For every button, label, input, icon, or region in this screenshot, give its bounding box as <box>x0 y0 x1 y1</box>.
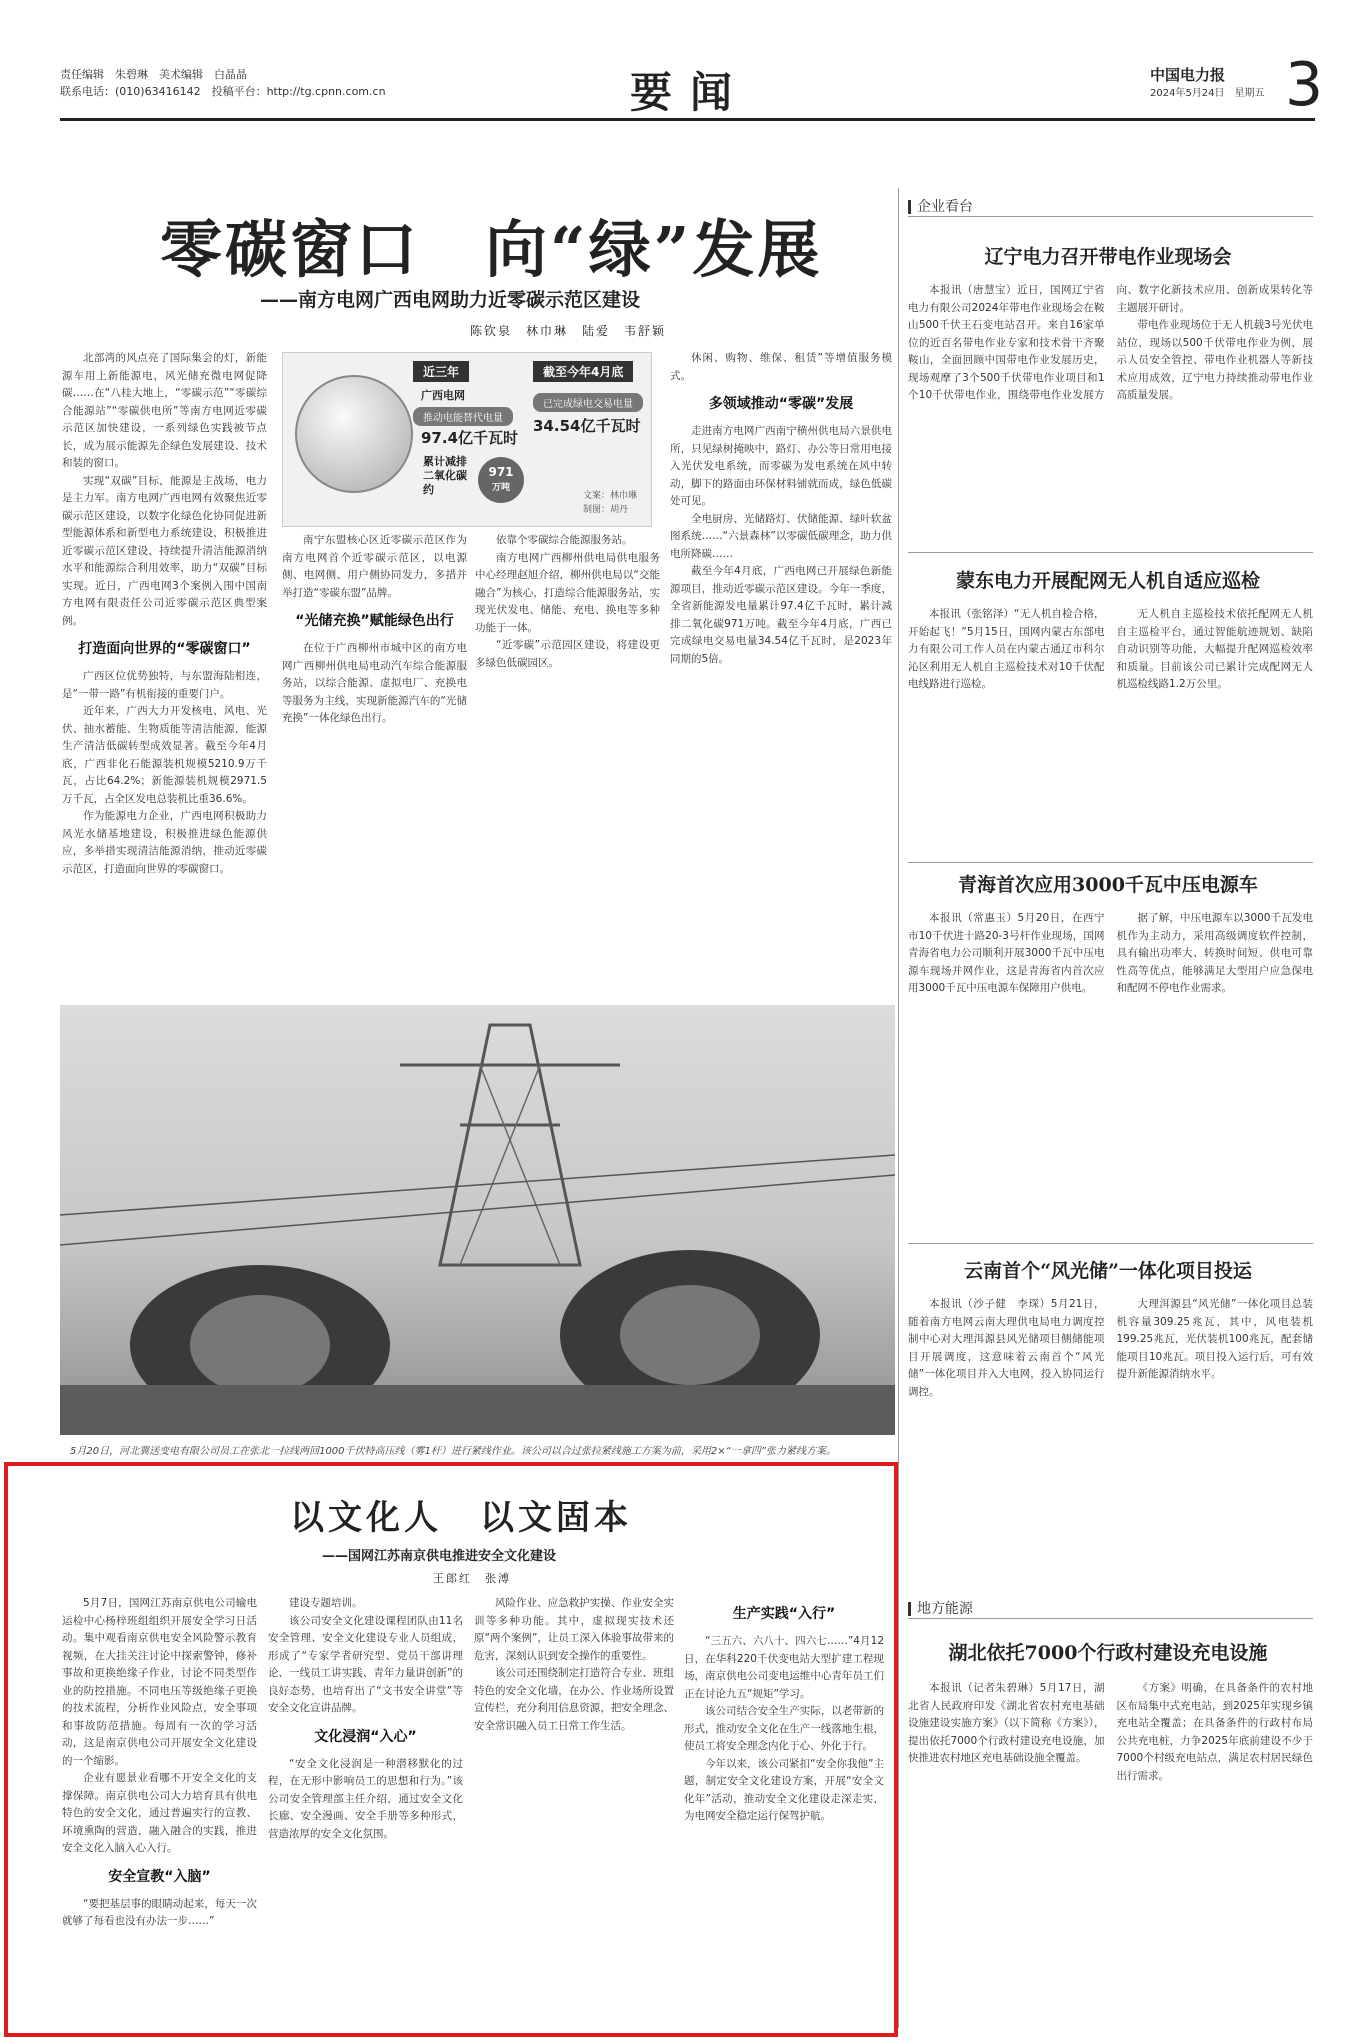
contact-line: 联系电话：(010)63416142 投稿平台：http://tg.cpnn.com.cn <box>60 85 386 98</box>
sidebar-article-4 <box>908 1296 1313 1586</box>
paragraph: 本报讯（唐慧宝）近日，国网辽宁省电力有限公司2024年带电作业现场会在鞍山500千伏王石变电站召开。来自16家单位的近百名带电作业专家和技术骨干齐聚鞍山，全面回顾中国带电作业发展历史，现场观摩了3个500千伏带电作业项目和1个10千伏带电作业，围绕带电作业发展方向、数字化新技术应用、创新成果转化等主题展开研讨。 <box>908 284 1313 401</box>
main-subheadline: ——南方电网广西电网助力近零碳示范区建设 <box>260 289 641 311</box>
paragraph: “三五六、六八十、四六七……”4月12日，在华科220千伏变电站大型扩建工程现场，南京供电公司变电运维中心青年员工们正在讨论九五“规矩”学习。 <box>684 1635 884 1700</box>
section-heading: “光储充换”赋能绿色出行 <box>295 613 454 629</box>
infographic-pill: 推动电能替代电量 <box>413 407 513 426</box>
sidebar-section-label <box>908 196 973 216</box>
paragraph: 本报讯（记者朱碧琳）5月17日，湖北省人民政府印发《湖北省农村充电基础设施建设实施方案》（以下简称《方案》），提出依托7000个行政村建设充电设施，加快推进农村地区充电基础设施全覆盖。 <box>908 1682 1105 1764</box>
infographic-value: 97.4亿千瓦时 <box>421 429 519 447</box>
infographic-credit <box>583 489 637 517</box>
main-authors: 陈钦泉 林巾琳 陆爱 韦舒颖 <box>470 324 667 338</box>
sidebar-article-3 <box>908 910 1313 1230</box>
infographic-pill: 已完成绿电交易电量 <box>533 393 643 412</box>
paragraph: 全电厨房、光储路灯、伏储能源、绿叶软盆图系统……“六景森林”以零碳低碳理念，助力供电所降碳…… <box>670 512 892 560</box>
paragraph: 该公司安全文化建设课程团队由11名安全管理、安全文化建设专业人员组成，形成了“专家学者研究型、党员干部讲理论、一线员工讲实践、青年力量讲创新”的良好态势，也培育出了“文书安全讲堂”等安全文化宣讲品牌。 <box>268 1614 463 1714</box>
article-rule <box>908 552 1313 553</box>
news-photo <box>60 1005 895 1435</box>
paragraph: 大理洱源县“风光储”一体化项目总装机容量309.25兆瓦，其中，风电装机199.25兆瓦，光伏装机100兆瓦，配套储能项目10兆瓦。项目投入运行后，可有效提升新能源消纳水平。 <box>1116 1298 1313 1380</box>
section-heading: 安全宣教“入脑” <box>108 1868 211 1885</box>
paragraph: 休闲、购物、维保、租赁”等增值服务模式。 <box>670 352 892 382</box>
paragraph: 实现“双碳”目标，能源是主战场，电力是主力军。南方电网广西电网有效聚焦近零碳示范区建设，以数字化绿色化协同促进新型能源体系和新型电力系统建设，积极推进近零碳示范区建设，持续提升清洁能源消纳水平和能源综合利用效率，助力“双碳”目标实现。近日，广西电网3个案例入围中国南方电网有限责任公司近零碳示范区典型案例。 <box>62 474 267 627</box>
bottom-headline: 以文化人 以文固本 <box>290 1498 632 1538</box>
infographic-tag: 截至今年4月底 <box>533 361 633 382</box>
section-rule <box>908 1618 1313 1619</box>
paragraph: 走进南方电网广西南宁横州供电局六景供电所，只见绿树掩映中，路灯、办公等日常用电接入光伏发电系统，而零碳为发电系统在风中转动，脚下的路面由环保材料铺就而成，绿色低碳处可见。 <box>670 425 892 507</box>
paragraph: 本报讯（常惠玉）5月20日，在西宁市10千伏进十路20-3号杆作业现场，国网青海省电力公司顺利开展3000千瓦中压电源车现场并网作业，这是青海省内首次应用3000千瓦中压电源车保障用户供电。 <box>908 912 1105 994</box>
section-heading: 生产实践“入行” <box>732 1606 836 1622</box>
paragraph: 依靠个零碳综合能源服务站。 <box>496 534 633 546</box>
paragraph: 北部湾的风点亮了国际集会的灯，新能源车用上新能源电，风光储充微电网促降碳……在“八桂大地上，“零碳示范”“零碳综合能源站”“零碳供电所”等南方电网近零碳示范区加快建设，一系列绿色实践被节点长，成为展示能源先企绿色发展建设、技术和装的窗口。 <box>62 352 267 469</box>
paragraph: 该公司结合安全生产实际，以老带新的形式，推动安全文化在生产一线落地生根，使员工将安全理念内化于心、外化于行。 <box>684 1705 884 1752</box>
paragraph: 风险作业、应急救护实操、作业安全实训等多种功能。其中，虚拟现实技术还原“两个案例”，让员工深入体验事故带来的危害，深刻认识到安全操作的重要性。 <box>474 1597 674 1662</box>
editor-line: 责任编辑 朱碧琳 美术编辑 白晶晶 <box>60 68 247 81</box>
article-title: 湖北依托7000个行政村建设充电设施 <box>948 1642 1268 1664</box>
circle-unit: 万吨 <box>491 483 510 493</box>
paragraph: 本报讯（张铭泽）“无人机自检合格，开始起飞！”5月15日，国网内蒙古东部电力有限公司工作人员在内蒙古通辽市科尔沁区利用无人机自主巡检技术对10千伏配电线路进行巡检。 <box>908 608 1105 690</box>
infographic-org: 广西电网 <box>421 389 465 402</box>
issue-date: 2024年5月24日 星期五 <box>1150 88 1265 99</box>
paragraph: 本报讯（沙子健 李琛）5月21日，随着南方电网云南大理供电局电力调度控制中心对大理洱源县风光储项目侧储能项目开展调度，这意味着云南首个“风光储”一体化项目并入大电网，投入协同运行调控。 <box>908 1298 1105 1398</box>
header-rule <box>60 118 1315 121</box>
paragraph: 截至今年4月底，广西电网已开展绿色新能源项目，推动近零碳示范区建设。今年一季度，全省新能源发电量累计97.4亿千瓦时，累计减排二氧化碳971万吨。截至今年4月底，广西已完成绿电交易电量34.54亿千瓦时，是2023年同期的5倍。 <box>670 565 892 665</box>
column-divider <box>898 188 899 2028</box>
section-heading: 文化浸润“入心” <box>314 1728 417 1745</box>
paragraph: 南宁东盟核心区近零碳示范区作为南方电网首个近零碳示范区，以电源侧、电网侧、用户侧协同发力，多措并举打造“零碳东盟”品牌。 <box>282 534 467 599</box>
article-rule <box>908 1243 1313 1244</box>
article-title: 蒙东电力开展配网无人机自适应巡检 <box>955 570 1260 592</box>
circle-value: 971 <box>488 465 514 479</box>
section-rule <box>908 216 1313 217</box>
main-col-1 <box>62 350 267 1000</box>
sidebar-article-2 <box>908 606 1313 856</box>
article-title: 辽宁电力召开带电作业现场会 <box>984 246 1232 268</box>
section-marker-icon <box>908 200 911 214</box>
main-col-4 <box>670 350 892 1000</box>
bottom-col-3 <box>474 1595 674 2025</box>
article-rule <box>908 862 1313 863</box>
section-label-text: 地方能源 <box>917 1601 973 1617</box>
paragraph: “安全文化浸润是一种潜移默化的过程，在无形中影响员工的思想和行为。”该公司安全管理部主任介绍，通过安全文化长廊、安全漫画、安全手册等多种形式，营造浓厚的安全文化氛围。 <box>268 1757 463 1840</box>
stats-infographic <box>282 352 652 527</box>
paragraph: 据了解，中压电源车以3000千瓦发电机作为主动力，采用高级调度软件控制，具有输出功率大、转换时间短、供电可靠性高等优点，能够满足大型用户应急保电和配网不停电作业需求。 <box>1116 912 1313 994</box>
infographic-value: 34.54亿千瓦时 <box>533 417 641 435</box>
paragraph: 企业有愿景业看哪不开安全文化的支撑保障。南京供电公司大力培育具有供电特色的安全文化，通过普遍实行的宣教、环境熏陶的营造，融入融合的实践，推进安全文化入脑入心入行。 <box>62 1772 257 1854</box>
infographic-circle <box>478 457 524 503</box>
paragraph: 今年以来，该公司紧扣“安全你我他”主题，制定安全文化建设方案，开展“安全文化年”活动，推动安全文化建设走深走实，为电网安全稳定运行保驾护航。 <box>684 1757 884 1822</box>
infographic-label: 累计减排二氧化碳约 <box>423 455 467 496</box>
paragraph: “要把基层事的眼睛动起来，每天一次就够了每看也没有办法一步……” <box>62 1897 257 1927</box>
section-title: 要闻 <box>630 68 751 117</box>
bottom-col-2 <box>268 1595 463 2025</box>
bottom-subheadline: ——国网江苏南京供电推进安全文化建设 <box>322 1549 557 1564</box>
paragraph: 近年来，广西大力开发核电、风电、光伏、抽水蓄能、生物质能等清洁能源，能源生产清洁低碳转型成效显著。截至今年4月底，广西非化石能源装机规模5210.9万千瓦，占比64.2%；新能源装机规模2971.5万千瓦，占全区发电总装机比重36.6%。 <box>62 705 267 805</box>
transmission-tower-photo <box>60 1005 895 1435</box>
page-header <box>60 50 1324 132</box>
section-heading: 多领域推动“零碳”发展 <box>708 396 854 412</box>
bottom-col-1 <box>62 1595 257 2025</box>
sidebar-article-1 <box>908 282 1313 548</box>
section-marker-icon <box>908 1602 911 1616</box>
main-headline: 零碳窗口 向“绿”发展 <box>160 213 823 286</box>
paragraph: 建设专题培训。 <box>289 1597 363 1609</box>
paragraph: 南方电网广西柳州供电局供电服务中心经理赵旭介绍，柳州供电局以“交能融合”为核心，打造综合能源服务站，实现光伏发电、储能、充电、换电等多种功能于一体。 <box>475 551 660 634</box>
paragraph: 该公司还围绕制定打造符合专业、班组特色的安全文化墙，在办公、作业场所设置宣传栏，充分利用信息资源，把安全理念、安全常识融入员工日常工作生活。 <box>474 1667 674 1732</box>
paragraph: 带电作业现场位于无人机载3号光伏电站位，现场以500千伏带电作业为例，展示人员安全管控、带电作业机器人等新技术应用成效，辽宁电力持续推动带电作业高质量发展。 <box>1116 319 1313 401</box>
article-title: 云南首个“风光储”一体化项目投运 <box>964 1260 1252 1282</box>
section-label-text: 企业看台 <box>917 199 973 215</box>
infographic-tag: 近三年 <box>413 361 469 382</box>
paragraph: “近零碳”示范园区建设，将建设更多绿色低碳园区。 <box>475 639 660 669</box>
paragraph: 无人机自主巡检技术依托配网无人机自主巡检平台，通过智能航迹规划、缺陷自动识别等功能，大幅提升配网巡检效率和质量。目前该公司已累计完成配网无人机巡检线路1.2万公里。 <box>1116 608 1313 690</box>
credit-text: 制图：胡丹 <box>583 505 629 515</box>
editor-info <box>60 66 386 100</box>
photo-caption: 5月20日，河北冀送变电有限公司员工在张北一拉线两回1000千伏特高压线（雾1杆）进行紧线作业。该公司以合过张拉紧线施工方案为前，采用2×“一拿四”张力紧线方案。 <box>70 1446 836 1457</box>
globe-icon <box>295 375 413 493</box>
article-title: 青海首次应用3000千瓦中压电源车 <box>958 874 1258 896</box>
sidebar-article-5 <box>908 1680 1313 2025</box>
paragraph: 《方案》明确，在具备条件的农村地区布局集中式充电站，到2025年实现乡镇充电站全覆盖；在具备条件的行政村布局公共充电桩，力争2025年底前建设不少于7000个村级充电站点，满足农村居民绿色出行需求。 <box>1116 1682 1313 1782</box>
paragraph: 广西区位优势独特，与东盟海陆相连，是“一带一路”有机衔接的重要门户。 <box>62 670 267 700</box>
main-col-3 <box>475 532 660 1000</box>
paragraph: 在位于广西柳州市城中区的南方电网广西柳州供电局电动汽车综合能源服务站，以综合能源、虚拟电厂、充换电等服务为主线，实现新能源汽车的“光储充换”一体化绿色出行。 <box>282 642 467 724</box>
bottom-authors: 王郎红 张溥 <box>433 1572 511 1585</box>
newspaper-name: 中国电力报 <box>1150 66 1226 84</box>
paragraph: 5月7日，国网江苏南京供电公司输电运检中心杨梓班组组织开展安全学习日活动。集中观看南京供电安全风险警示教育视频，在大挂关注讨论中探索警钟，修补事故和更换绝缘子作业，讨论不同类型作业的防控措施。不同电压等级绝缘子更换的技术流程，分析作业风险点，安全事项和事故防范措施。每周有一次的学习活动，这是南京供电公司开展安全文化建设的一个缩影。 <box>62 1597 257 1767</box>
paragraph: 作为能源电力企业，广西电网积极助力风光水储基地建设，积极推进绿色能源供应，多举措实现清洁能源消纳，推动近零碳示范区，打造面向世界的零碳窗口。 <box>62 810 267 875</box>
credit-text: 文案：林巾琳 <box>583 491 638 501</box>
page-number: 3 <box>1285 50 1324 120</box>
main-col-2 <box>282 532 467 1000</box>
bottom-col-4 <box>684 1595 884 2025</box>
sidebar-section-label <box>908 1598 973 1618</box>
section-heading: 打造面向世界的“零碳窗口” <box>78 641 251 657</box>
